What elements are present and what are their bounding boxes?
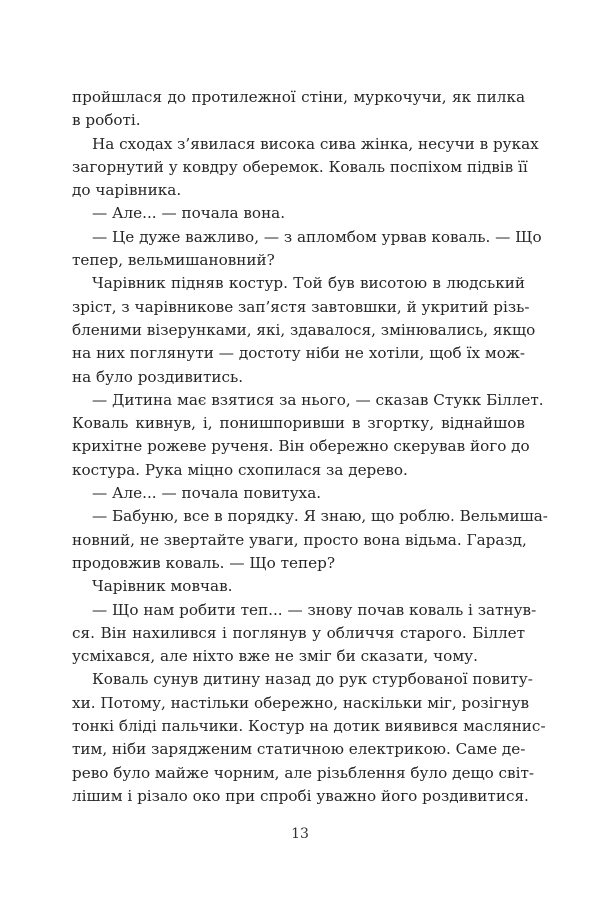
text-line: Коваль сунув дитину назад до рук стурбованої повиту-	[92, 670, 533, 689]
text-line: загорнутий у ковдру оберемок. Коваль поспіхом підвів її	[72, 157, 528, 176]
text-line: хи. Потому, настільки обережно, наскільки міг, розігнув	[72, 693, 530, 712]
text-line: Чарівник підняв костур. Той був висотою в людський	[92, 274, 525, 293]
text-line: лішим і різало око при спробі уважно його роздивитися.	[72, 786, 529, 805]
text-line: крихітне рожеве рученя. Він обережно скерував його до	[72, 437, 530, 456]
text-line: тонкі бліді пальчики. Костур на дотик виявився маслянис-	[72, 717, 546, 736]
text-line: Коваль кивнув, і, понишпоривши в згортку, віднайшов	[72, 414, 525, 433]
text-line: тепер, вельмишановний?	[72, 251, 275, 270]
text-line: бленими візерунками, які, здавалося, змінювались, якщо	[72, 320, 536, 339]
text-line: — Але... — почала вона.	[92, 204, 286, 223]
text-line: — Бабуню, все в порядку. Я знаю, що роблю. Вельмиша-	[92, 507, 548, 526]
text-line: зріст, з чарівникове зап’ястя завтовшки, й укритий різь-	[72, 297, 530, 316]
text-line: продовжив коваль. — Що тепер?	[72, 553, 336, 572]
text-line: — Це дуже важливо, — з апломбом урвав коваль. — Що	[92, 227, 542, 246]
text-line: костура. Рука міцно схопилася за дерево.	[72, 460, 408, 479]
text-line: на було роздивитись.	[72, 367, 244, 386]
text-line: на них поглянути — достоту ніби не хотіли, щоб їх мож-	[72, 344, 525, 363]
text-line: рево було майже чорним, але різьблення було дещо світ-	[72, 763, 534, 782]
text-line: усміхався, але ніхто вже не зміг би сказати, чому.	[72, 647, 478, 666]
text-line: пройшлася до протилежної стіни, муркочучи, як пилка	[72, 88, 525, 106]
text-line: ся. Він нахилився і поглянув у обличчя старого. Біллет	[72, 623, 525, 642]
text-line: Чарівник мовчав.	[92, 577, 233, 596]
text-line: На сходах з’явилася висока сива жінка, несучи в руках	[92, 134, 539, 153]
text-line: — Дитина має взятися за нього, — сказав Стукк Біллет.	[92, 390, 544, 409]
page-number: 13	[291, 826, 309, 842]
text-line: до чарівника.	[72, 181, 182, 200]
text-line: — Але... — почала повитуха.	[92, 484, 322, 503]
text-line: новний, не звертайте уваги, просто вона відьма. Гаразд,	[72, 530, 527, 549]
text-line: — Що нам робити теп... — знову почав коваль і затнув-	[92, 600, 537, 619]
text-line: тим, ніби зарядженим статичною електрикою. Саме де-	[72, 740, 526, 759]
text-line: в роботі.	[72, 111, 141, 130]
page-body-text	[72, 86, 548, 808]
